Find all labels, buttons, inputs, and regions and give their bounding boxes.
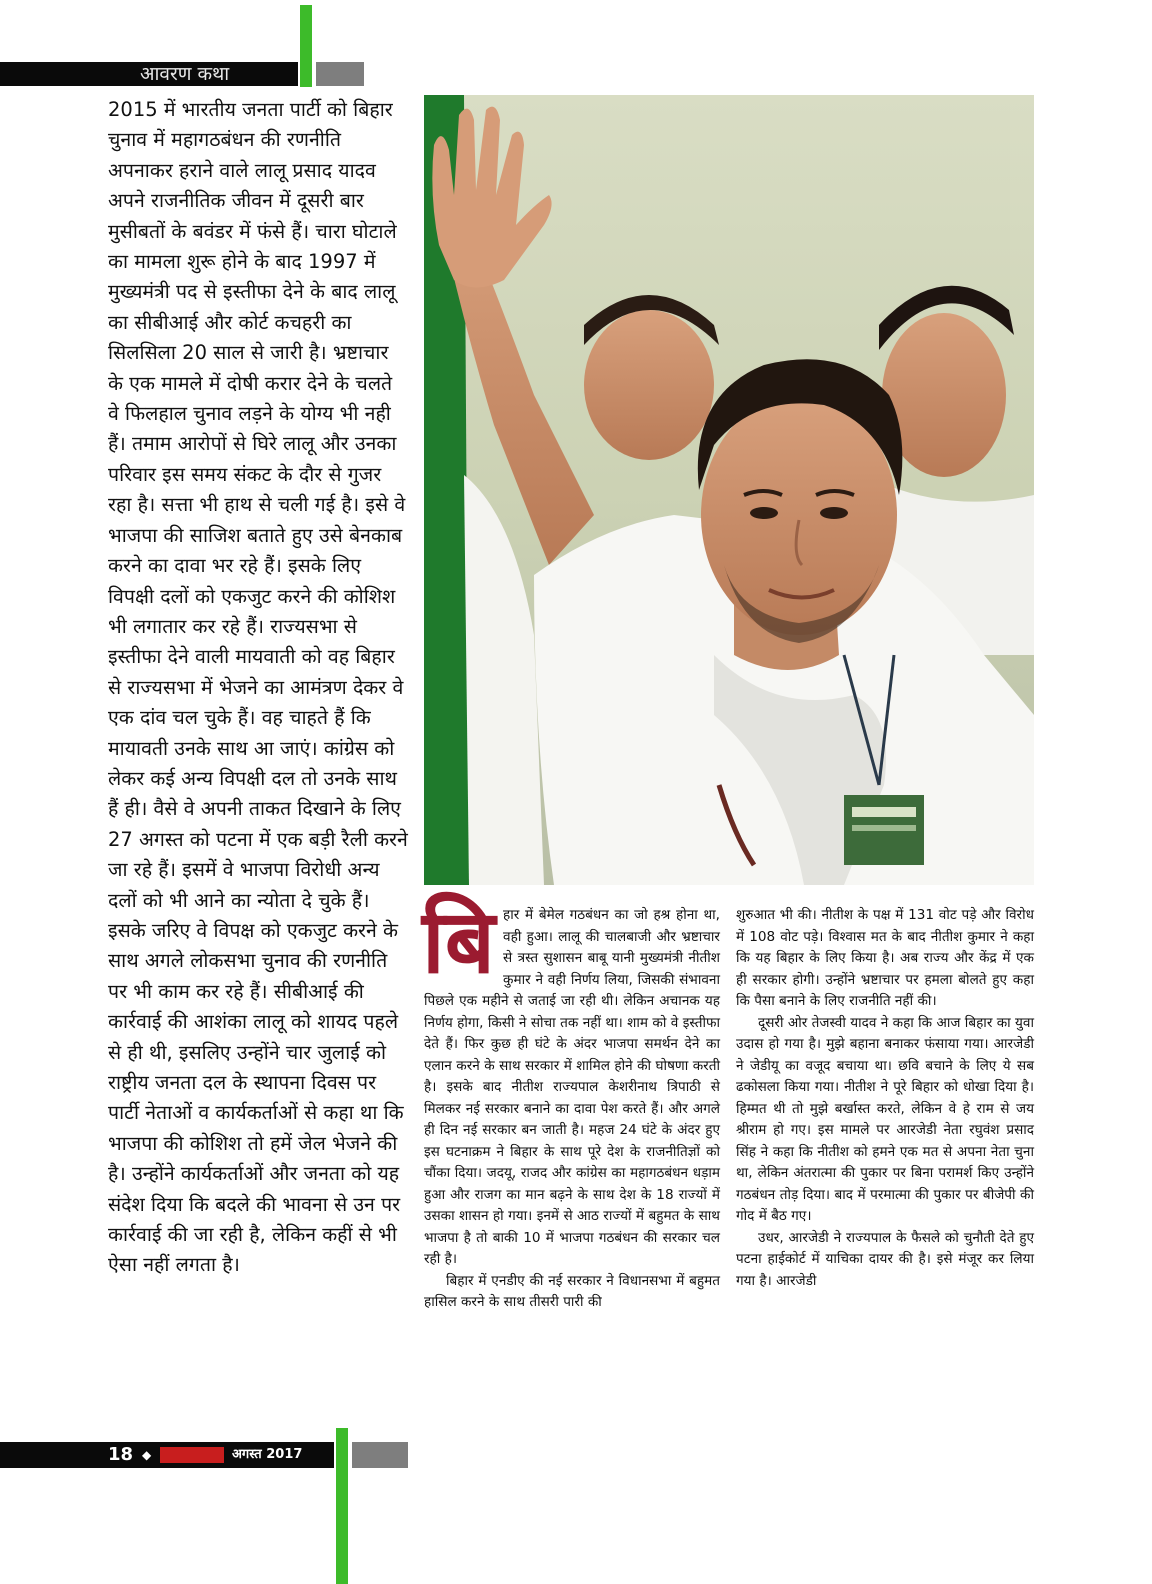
page-number: 18 bbox=[108, 1444, 134, 1465]
middle-paragraph-2: बिहार में एनडीए की नई सरकार ने विधानसभा में बहुमत हासिल करने के साथ तीसरी पारी की bbox=[424, 1272, 720, 1310]
middle-paragraph-1 bbox=[422, 890, 720, 1271]
middle-paragraph-1-text: हार में बेमेल गठबंधन का जो हश्र होना था, वही हुआ। लालू की चालबाजी और भ्रष्टाचार से त्रस्त सुशासन बाबू यानी मुख्यमंत्री नीतीश कुमार ने वही निर्णय लिया, जिसकी संभावना पिछले एक महीने से जताई जा रही थी। लेकिन अचानक यह निर्णय होगा, किसी ने सोचा तक नहीं था। शाम को वे इस्तीफा देते हैं। फिर कुछ ही घंटे के अंदर भाजपा समर्थन देने का एलान करने के साथ सरकार में शामिल होने की घोषणा करती है। इसके बाद नीतीश राज्यपाल केशरीनाथ त्रिपाठी से मिलकर नई सरकार बनाने का दावा पेश करते हैं। और अगले ही दिन नई सरकार बन जाती है। महज 24 घंटे के अंदर हुए इस घटनाक्रम ने बिहार के साथ पूरे देश के राजनीतिज्ञों को चौंका दिया। जदयू, राजद और कांग्रेस का महागठबंधन धड़ाम हुआ और राजग का मान बढ़ने के साथ देश के 18 राज्यों में उसका शासन हो गया। इनमें से आठ राज्यों में बहुमत के साथ भाजपा है तो बाकी 10 में भाजपा गठबंधन की सरकार चल रही है। bbox=[424, 907, 720, 1267]
right-paragraph-2: दूसरी ओर तेजस्वी यादव ने कहा कि आज बिहार का युवा उदास हो गया है। मुझे बहाना बनाकर फंसाया गया। आरजेडी ने जेडीयू का वजूद बचाया था। छवि बचाने के लिए ये सब ढकोसला किया गया। नीतीश ने पूरे बिहार को धोखा दिया है। हिम्मत थी तो मुझे बर्खास्त करते, लेकिन वे हे राम से जय श्रीराम हो गए। इस मामले पर आरजेडी नेता रघुवंश प्रसाद सिंह ने कहा कि नीतीश को हमने एक मत से अपना नेता चुना था, लेकिन अंतरात्मा की पुकार पर बिना परामर्श किए उन्होंने गठबंधन तोड़ दिया। बाद में परमात्मा की पुकार पर बीजेपी की गोद में बैठ गए। bbox=[736, 1014, 1034, 1224]
article-photo bbox=[424, 95, 1034, 885]
right-paragraph-1: शुरुआत भी की। नीतीश के पक्ष में 131 वोट पड़े और विरोध में 108 वोट पड़े। विश्वास मत के बाद नीतीश कुमार ने कहा कि यह बिहार के लिए किया है। अब राज्य और केंद्र में एक ही सरकार होगी। उन्होंने भ्रष्टाचार पर हमला बोलते हुए कहा कि पैसा बनाने के लिए राजनीति नहीं की। bbox=[736, 907, 1034, 1009]
right-paragraph-3: उधर, आरजेडी ने राज्यपाल के फैसले को चुनौती देते हुए पटना हाईकोर्ट में याचिका दायर की है। इसे मंजूर कर लिया गया है। आरजेडी bbox=[736, 1229, 1034, 1289]
drop-cap: बि bbox=[422, 890, 496, 993]
footer-grey-block bbox=[352, 1442, 408, 1468]
footer-green-accent bbox=[336, 1428, 348, 1584]
left-column-text: 2015 में भारतीय जनता पार्टी को बिहार चुनाव में महागठबंधन की रणनीति अपनाकर हराने वाले लालू प्रसाद यादव अपने राजनीतिक जीवन में दूसरी बार मुसीबतों के बवंडर में फंसे हैं। चारा घोटाले का मामला शुरू होने के बाद 1997 में मुख्यमंत्री पद से इस्तीफा देने के बाद लालू का सीबीआई और कोर्ट कचहरी का सिलसिला 20 साल से जारी है। भ्रष्टाचार के एक मामले में दोषी करार देने के चलते वे फिलहाल चुनाव लड़ने के योग्य भी नही हैं। तमाम आरोपों से घिरे लालू और उनका परिवार इस समय संकट के दौर से गुजर रहा है। सत्ता भी हाथ से चली गई है। इसे वे भाजपा की साजिश बताते हुए उसे बेनकाब करने का दावा भर रहे हैं। इसके लिए विपक्षी दलों को एकजुट करने की कोशिश भी लगातार कर रहे हैं। राज्यसभा से इस्तीफा देने वाली मायवाती को वह बिहार से राज्यसभा में भेजने का आमंत्रण देकर वे एक दांव चल चुके हैं। वह चाहते हैं कि मायावती उनके साथ आ जाएं। कांग्रेस को लेकर कई अन्य विपक्षी दल तो उनके साथ हैं ही। वैसे वे अपनी ताकत दिखाने के लिए 27 अगस्त को पटना में एक बड़ी रैली करने जा रहे हैं। इसमें वे भाजपा विरोधी अन्य दलों को भी आने का न्योता दे चुके हैं। इसके जरिए वे विपक्ष को एकजुट करने के साथ अगले लोकसभा चुनाव की रणनीति पर भी काम कर रहे हैं। सीबीआई की कार्रवाई की आशंका लालू को शायद पहले से ही थी, इसलिए उन्होंने चार जुलाई को राष्ट्रीय जनता दल के स्थापना दिवस पर पार्टी नेताओं व कार्यकर्ताओं से कहा था कि भाजपा की कोशिश तो हमें जेल भेजने की है। उन्होंने कार्यकर्ताओं और जनता को यह संदेश दिया कि बदले की भावना से उन पर कार्रवाई की जा रही है, लेकिन कहीं से भी ऐसा नहीं लगता है। bbox=[108, 98, 408, 1277]
magazine-logo bbox=[160, 1447, 224, 1463]
section-label: आवरण कथा bbox=[140, 63, 230, 85]
footer-bullet: ◆ bbox=[142, 1448, 152, 1462]
issue-date: अगस्त 2017 bbox=[232, 1447, 303, 1462]
header-green-accent bbox=[300, 5, 312, 87]
right-column bbox=[736, 905, 1034, 1292]
middle-column bbox=[422, 890, 720, 1314]
header-grey-block bbox=[316, 62, 364, 86]
